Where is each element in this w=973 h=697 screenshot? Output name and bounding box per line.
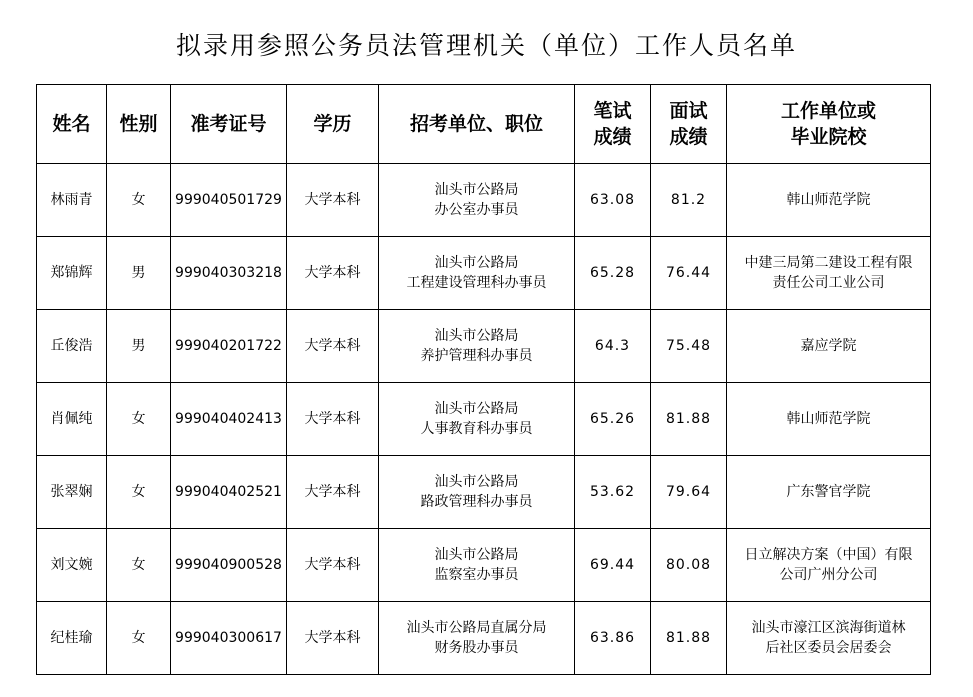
header-exam-id-line: 准考证号: [190, 113, 267, 135]
header-name-line: 姓名: [52, 113, 91, 135]
cell-interview-score: 81.88: [651, 602, 727, 675]
header-interview-score: [651, 85, 727, 164]
cell-gender: 女: [107, 164, 171, 237]
cell-employer-school-line: 责任公司工业公司: [772, 275, 885, 291]
roster-table: [36, 84, 931, 675]
cell-employer-school-line: 韩山师范学院: [786, 192, 871, 208]
cell-unit-position: [379, 237, 575, 310]
cell-exam-id: 999040900528: [171, 529, 287, 602]
header-employer-school: [727, 85, 931, 164]
cell-employer-school: [727, 310, 931, 383]
cell-written-score: 64.3: [575, 310, 651, 383]
cell-interview-score: 81.2: [651, 164, 727, 237]
table-row: [37, 164, 931, 237]
cell-unit-position-line: 监察室办事员: [434, 567, 519, 583]
cell-exam-id: 999040501729: [171, 164, 287, 237]
cell-gender: 女: [107, 602, 171, 675]
cell-education: 大学本科: [287, 237, 379, 310]
header-unit-position: [379, 85, 575, 164]
cell-exam-id: 999040201722: [171, 310, 287, 383]
cell-name: 张翠娴: [37, 456, 107, 529]
cell-gender: 女: [107, 456, 171, 529]
cell-gender: 男: [107, 310, 171, 383]
cell-unit-position-line: 财务股办事员: [434, 640, 519, 656]
cell-name: 郑锦辉: [37, 237, 107, 310]
cell-employer-school-line: 后社区委员会居委会: [765, 640, 892, 656]
cell-employer-school-line: 公司广州分公司: [779, 567, 878, 583]
cell-interview-score: 76.44: [651, 237, 727, 310]
cell-employer-school-line: 汕头市濠江区滨海街道林: [751, 620, 906, 636]
cell-name: 丘俊浩: [37, 310, 107, 383]
cell-interview-score: 80.08: [651, 529, 727, 602]
table-body: [37, 164, 931, 675]
cell-unit-position-line: 工程建设管理科办事员: [406, 275, 547, 291]
cell-unit-position-line: 路政管理科办事员: [420, 494, 533, 510]
table-row: [37, 602, 931, 675]
cell-education: 大学本科: [287, 164, 379, 237]
cell-written-score: 63.08: [575, 164, 651, 237]
cell-name: 林雨青: [37, 164, 107, 237]
cell-employer-school: [727, 237, 931, 310]
cell-employer-school-line: 韩山师范学院: [786, 411, 871, 427]
cell-exam-id: 999040303218: [171, 237, 287, 310]
cell-employer-school: [727, 602, 931, 675]
cell-education: 大学本科: [287, 456, 379, 529]
cell-employer-school-line: 嘉应学院: [800, 338, 857, 354]
cell-gender: 男: [107, 237, 171, 310]
cell-unit-position-line: 养护管理科办事员: [420, 348, 533, 364]
table-row: [37, 456, 931, 529]
table-row: [37, 310, 931, 383]
cell-unit-position-line: 人事教育科办事员: [420, 421, 533, 437]
cell-employer-school: [727, 383, 931, 456]
cell-unit-position-line: 汕头市公路局: [434, 401, 519, 417]
cell-employer-school: [727, 529, 931, 602]
cell-interview-score: 79.64: [651, 456, 727, 529]
cell-gender: 女: [107, 529, 171, 602]
header-education: [287, 85, 379, 164]
cell-employer-school: [727, 456, 931, 529]
cell-unit-position: [379, 383, 575, 456]
cell-unit-position-line: 汕头市公路局: [434, 547, 519, 563]
cell-unit-position: [379, 456, 575, 529]
cell-written-score: 63.86: [575, 602, 651, 675]
cell-unit-position-line: 办公室办事员: [434, 202, 519, 218]
cell-unit-position: [379, 310, 575, 383]
cell-gender: 女: [107, 383, 171, 456]
cell-education: 大学本科: [287, 383, 379, 456]
cell-employer-school: [727, 164, 931, 237]
cell-unit-position: [379, 529, 575, 602]
header-written-score-line: 成绩: [593, 126, 632, 148]
page-title: 拟录用参照公务员法管理机关（单位）工作人员名单: [175, 31, 797, 60]
header-written-score: [575, 85, 651, 164]
cell-employer-school-line: 中建三局第二建设工程有限: [744, 255, 913, 271]
cell-name: 刘文婉: [37, 529, 107, 602]
cell-name: 肖佩纯: [37, 383, 107, 456]
header-unit-position-line: 招考单位、职位: [409, 113, 543, 135]
cell-unit-position-line: 汕头市公路局: [434, 474, 519, 490]
header-employer-school-line: 毕业院校: [790, 126, 867, 148]
cell-unit-position: [379, 602, 575, 675]
cell-exam-id: 999040402413: [171, 383, 287, 456]
cell-employer-school-line: 广东警官学院: [786, 484, 871, 500]
header-row: [37, 85, 931, 164]
header-education-line: 学历: [313, 113, 352, 135]
cell-unit-position: [379, 164, 575, 237]
header-gender-line: 性别: [119, 113, 158, 135]
table-row: [37, 383, 931, 456]
cell-unit-position-line: 汕头市公路局: [434, 255, 519, 271]
header-exam-id: [171, 85, 287, 164]
header-interview-score-line: 成绩: [669, 126, 708, 148]
cell-unit-position-line: 汕头市公路局: [434, 182, 519, 198]
cell-unit-position-line: 汕头市公路局直属分局: [406, 620, 547, 636]
table-row: [37, 529, 931, 602]
cell-written-score: 53.62: [575, 456, 651, 529]
cell-written-score: 65.28: [575, 237, 651, 310]
header-written-score-line: 笔试: [593, 100, 632, 122]
header-gender: [107, 85, 171, 164]
cell-education: 大学本科: [287, 310, 379, 383]
cell-exam-id: 999040402521: [171, 456, 287, 529]
header-employer-school-line: 工作单位或: [780, 100, 876, 122]
cell-employer-school-line: 日立解决方案（中国）有限: [744, 547, 913, 563]
cell-unit-position-line: 汕头市公路局: [434, 328, 519, 344]
cell-written-score: 65.26: [575, 383, 651, 456]
cell-written-score: 69.44: [575, 529, 651, 602]
cell-interview-score: 81.88: [651, 383, 727, 456]
cell-education: 大学本科: [287, 529, 379, 602]
header-name: [37, 85, 107, 164]
table-row: [37, 237, 931, 310]
cell-education: 大学本科: [287, 602, 379, 675]
cell-interview-score: 75.48: [651, 310, 727, 383]
cell-name: 纪桂瑜: [37, 602, 107, 675]
header-interview-score-line: 面试: [669, 100, 708, 122]
cell-exam-id: 999040300617: [171, 602, 287, 675]
